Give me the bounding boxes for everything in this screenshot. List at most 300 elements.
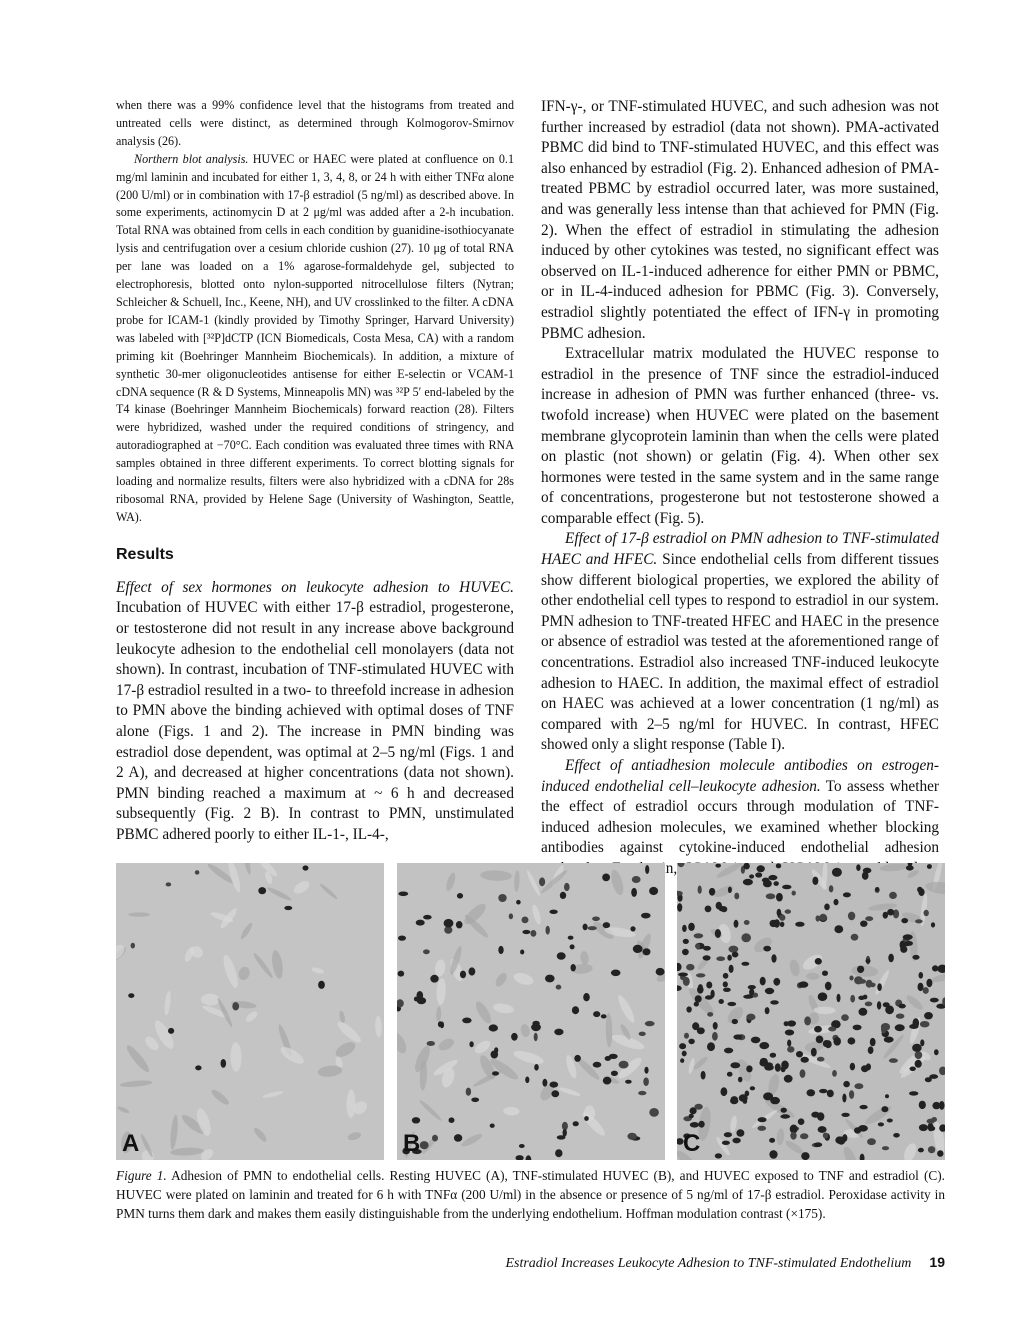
pmn-cell: [749, 988, 754, 995]
northern-blot-heading: Northern blot analysis.: [134, 151, 249, 166]
pmn-cell: [696, 943, 700, 949]
pmn-cell: [909, 1091, 918, 1095]
pmn-cell: [727, 955, 732, 961]
pmn-cell: [896, 1014, 905, 1019]
pmn-cell: [689, 1114, 694, 1119]
pmn-cell: [816, 1036, 824, 1044]
pmn-cell: [715, 929, 721, 938]
pmn-cell: [719, 999, 724, 1004]
pmn-cell: [877, 1001, 881, 1009]
pmn-cell: [785, 909, 791, 913]
pmn-cell: [811, 1048, 817, 1057]
pmn-cell: [588, 926, 597, 930]
pmn-cell: [763, 946, 771, 952]
pmn-cell: [258, 887, 266, 894]
pmn-cell: [823, 1040, 830, 1047]
pmn-cell: [860, 1105, 868, 1109]
pmn-cell: [611, 970, 621, 977]
pmn-cell: [848, 1037, 856, 1044]
pmn-cell: [769, 1138, 775, 1143]
pmn-cell: [848, 912, 855, 921]
pmn-cell: [583, 924, 588, 931]
pmn-cell: [438, 1021, 443, 1027]
pmn-cell: [918, 983, 924, 991]
pmn-cell: [509, 913, 513, 919]
pmn-cell: [883, 1002, 890, 1007]
pmn-cell: [893, 1133, 900, 1138]
figure-caption-label: Figure 1.: [116, 1168, 167, 1183]
pmn-cell: [721, 1087, 728, 1096]
pmn-cell: [823, 1133, 828, 1139]
pmn-cell: [917, 887, 922, 893]
pmn-cell: [619, 1061, 629, 1069]
pmn-cell: [901, 918, 908, 923]
pmn-cell: [694, 933, 704, 938]
pmn-cell: [920, 1021, 930, 1027]
effect-sex-hormones-heading: Effect of sex hormones on leukocyte adhesion to HUVEC.: [116, 578, 514, 596]
results-paragraph-2: Extracellular matrix modulated the HUVEC response to estradiol in the presence of TNF since the estradiol-induced increase in adhesion of PMN was further enhanced (three- vs. twofold increase) when HUVEC were plated on the basement membrane glycoprotein laminin than when the cells were plated on plastic (not shown) or gelatin (Fig. 4). When other sex hormones were tested in the same system and in the same range of concentrations, progesterone but not testosterone showed a comparable effect (Fig. 5).: [541, 345, 939, 527]
pmn-cell: [854, 1083, 863, 1089]
pmn-cell: [709, 888, 715, 896]
pmn-cell: [738, 1077, 743, 1083]
pmn-cell: [850, 995, 855, 1003]
pmn-cell: [912, 1044, 922, 1052]
pmn-cell: [750, 1086, 755, 1090]
pmn-cell: [814, 1026, 822, 1033]
pmn-cell: [516, 900, 521, 905]
pmn-cell: [866, 980, 873, 988]
pmn-cell: [817, 1057, 825, 1062]
pmn-cell: [724, 1048, 733, 1054]
pmn-cell: [530, 930, 536, 937]
pmn-cell: [469, 967, 476, 975]
effect-sex-hormones-paragraph: [116, 578, 514, 846]
pmn-cell: [764, 1064, 774, 1070]
pmn-cell: [723, 973, 729, 979]
pmn-cell: [887, 1119, 893, 1123]
pmn-cell: [801, 1057, 809, 1063]
haec-hfec-heading: Effect of 17-β estradiol on PMN adhesion to TNF-stimulated HAEC and HFEC.: [541, 530, 939, 569]
pmn-cell: [762, 878, 770, 883]
pmn-cell: [682, 949, 689, 955]
micrograph-a: [116, 863, 384, 1160]
pmn-cell: [819, 1089, 827, 1093]
pmn-cell: [534, 1064, 539, 1071]
pmn-cell: [927, 864, 932, 869]
pmn-cell: [798, 1118, 805, 1125]
pmn-cell: [741, 962, 749, 966]
pmn-cell: [796, 1051, 803, 1057]
pmn-cell: [721, 906, 728, 912]
pmn-cell: [906, 865, 914, 870]
pmn-cell: [729, 946, 739, 953]
pmn-cell: [195, 1065, 201, 1070]
panel-label-a: A: [122, 1130, 140, 1157]
pmn-cell: [818, 992, 828, 1001]
pmn-cell: [492, 1071, 499, 1075]
pmn-cell: [787, 1046, 794, 1052]
pmn-cell: [887, 909, 894, 916]
pmn-cell: [688, 1039, 694, 1045]
pmn-cell: [799, 981, 809, 987]
pmn-cell: [732, 1019, 738, 1024]
pmn-cell: [765, 1007, 770, 1014]
pmn-cell: [811, 1112, 819, 1118]
pmn-cell: [633, 945, 643, 953]
pmn-cell: [682, 925, 687, 932]
pmn-cell: [570, 944, 575, 949]
pmn-cell: [770, 1053, 776, 1058]
figure-panel-b: [397, 863, 665, 1160]
pmn-cell: [531, 1023, 541, 1031]
pmn-cell: [773, 978, 780, 986]
pmn-cell: [759, 1042, 769, 1049]
pmn-cell: [550, 1082, 559, 1088]
results-heading: Results: [116, 545, 174, 563]
pmn-cell: [643, 948, 651, 955]
running-title: Estradiol Increases Leukocyte Adhesion to TNF-stimulated Endothelium: [505, 1256, 912, 1271]
pmn-cell: [816, 915, 821, 921]
pmn-cell: [430, 975, 438, 983]
pmn-cell: [716, 956, 725, 961]
methods-tail-paragraph: when there was a 99% confidence level that the histograms from treated and untreated cells were distinct, as determined through Kolmogorov-Smirnov analysis (26).: [116, 98, 514, 148]
pmn-cell: [703, 955, 711, 960]
pmn-cell: [641, 913, 651, 919]
pmn-cell: [166, 882, 172, 886]
pmn-cell: [758, 1117, 767, 1122]
pmn-cell: [677, 903, 682, 912]
pmn-cell: [780, 922, 785, 927]
pmn-cell: [881, 1106, 888, 1112]
pmn-cell: [727, 1072, 733, 1077]
results-paragraph-1: IFN-γ-, or TNF-stimulated HUVEC, and such adhesion was not further increased by estradiol (data not shown). PMA-activated PBMC did bind to TNF-stimulated HUVEC, and this effect was also enhanced by estradiol (Fig. 2). Enhanced adhesion of PMA-treated PBMC by estradiol occurred later, was more sustained, and was generally less intense than that achieved for PMN (Fig. 2). When the effect of estradiol in stimulating the adhesion induced by other cytokines was tested, no significant effect was observed on IL-1-induced adherence for either PMN or PBMC, or in IL-4-induced adhesion for PBMC (Fig. 3). Conversely, estradiol slightly potentiated the effect of IFN-γ in promoting PBMC adhesion.: [541, 98, 939, 342]
pmn-cell: [932, 965, 938, 971]
pmn-cell: [489, 1024, 498, 1031]
pmn-cell: [931, 1117, 937, 1122]
pmn-cell: [770, 1097, 780, 1104]
pmn-cell: [494, 1047, 498, 1053]
effect-sex-hormones-text: Incubation of HUVEC with either 17-β estradiol, progesterone, or testosterone did not result in any increase above background leukocyte adhesion to the endothelial cell monolayers (data not shown). In contrast, incubation of TNF-stimulated HUVEC with 17-β estradiol resulted in a two- to threefold increase in adhesion to PMN above the binding achieved with optimal doses of TNF alone (Figs. 1 and 2). The increase in PMN binding was estradiol dose dependent, was optimal at 2–5 ng/ml (Figs. 1 and 2 A), and decreased at higher concentrations (data not shown). PMN binding reached a maximum at ~ 6 h and decreased subsequently (Fig. 2 B). In contrast to PMN, unstimulated PBMC adhered poorly to either IL-1-, IL-4-,: [116, 599, 514, 843]
pmn-cell: [782, 885, 791, 890]
pmn-cell: [829, 885, 834, 892]
pmn-cell: [520, 950, 524, 955]
pmn-cell: [918, 1148, 924, 1153]
pmn-cell: [866, 959, 871, 963]
pmn-cell: [694, 1104, 702, 1110]
pmn-cell: [639, 1032, 646, 1036]
pmn-cell: [913, 1018, 919, 1026]
pmn-cell: [923, 987, 929, 994]
pmn-cell: [849, 1090, 854, 1099]
pmn-cell: [730, 1062, 740, 1068]
pmn-cell: [875, 887, 879, 892]
pmn-cell: [519, 1144, 525, 1148]
right-column: [541, 97, 939, 900]
pmn-cell: [815, 958, 822, 965]
haec-hfec-text: Since endothelial cells from different tissues show different biological properties, we explored the ability of other endothelial cell types to respond to estradiol in our system. PMN adhesion to TNF-treated HFEC and HAEC in the presence or absence of estradiol was tested at the aforementioned range of concentrations. Estradiol also increased TNF-induced leukocyte adhesion to HAEC. In addition, the maximal effect of estradiol on HAEC was achieved at a lower concentration (1 ng/ml) as compared with 2–5 ng/ml for HUVEC. In contrast, HFEC showed only a slight response (Table I).: [541, 551, 939, 754]
pmn-cell: [284, 906, 292, 910]
northern-blot-paragraph: [116, 151, 514, 527]
pmn-cell: [824, 904, 830, 911]
pmn-cell: [723, 988, 731, 992]
pmn-cell: [792, 891, 796, 896]
pmn-cell: [728, 887, 732, 893]
pmn-cell: [466, 1088, 471, 1096]
pmn-cell: [423, 915, 432, 920]
pmn-cell: [832, 1070, 837, 1077]
pmn-cell: [889, 1058, 898, 1063]
pmn-cell: [454, 1134, 462, 1142]
pmn-cell: [915, 1051, 923, 1059]
pmn-cell: [686, 964, 694, 971]
pmn-cell: [649, 1108, 659, 1117]
pmn-cell: [712, 1032, 718, 1041]
pmn-cell: [638, 1091, 646, 1095]
pmn-cell: [780, 1114, 790, 1118]
pmn-cell: [545, 975, 555, 983]
pmn-cell: [851, 934, 859, 941]
pmn-cell: [832, 868, 842, 877]
pmn-cell: [920, 1039, 924, 1046]
pmn-cell: [881, 1023, 890, 1031]
pmn-cell: [699, 1121, 705, 1128]
pmn-cell: [707, 1042, 715, 1051]
pmn-cell: [930, 998, 939, 1003]
pmn-cell: [592, 917, 600, 922]
pmn-cell: [564, 883, 570, 891]
pmn-cell: [769, 1150, 777, 1159]
pmn-cell: [850, 1063, 855, 1071]
pmn-cell: [583, 993, 590, 1001]
pmn-cell: [729, 965, 734, 973]
pmn-cell: [645, 1021, 655, 1026]
pmn-cell: [723, 981, 728, 987]
pmn-cell: [781, 1061, 789, 1070]
pmn-cell: [787, 1040, 791, 1047]
pmn-cell: [679, 1043, 686, 1049]
pmn-cell: [937, 1150, 943, 1157]
pmn-cell: [751, 1037, 761, 1044]
pmn-cell: [857, 966, 864, 973]
pmn-cell: [854, 1127, 861, 1133]
pmn-cell: [601, 1014, 607, 1018]
pmn-cell: [860, 921, 867, 927]
pmn-cell: [412, 1117, 420, 1123]
pmn-cell: [800, 1133, 808, 1139]
pmn-cell: [870, 1038, 876, 1046]
panel-label-c: C: [683, 1130, 701, 1157]
pmn-cell: [932, 1102, 940, 1109]
pmn-cell: [563, 1129, 567, 1137]
pmn-cell: [743, 879, 753, 886]
pmn-cell: [732, 952, 739, 958]
pmn-cell: [195, 870, 200, 874]
pmn-cell: [609, 1054, 618, 1059]
pmn-cell: [774, 881, 779, 886]
pmn-cell: [842, 1094, 846, 1103]
pmn-cell: [643, 1077, 649, 1086]
pmn-cell: [574, 1055, 581, 1062]
pmn-cell: [707, 1012, 713, 1017]
pmn-cell: [645, 865, 649, 874]
pmn-cell: [768, 875, 777, 880]
pmn-cell: [746, 1065, 752, 1072]
pmn-cell: [814, 1142, 822, 1147]
pmn-cell: [490, 1124, 495, 1128]
pmn-cell: [602, 874, 610, 882]
pmn-cell: [549, 910, 557, 914]
pmn-cell: [686, 1006, 691, 1012]
figure-caption-text: Adhesion of PMN to endothelial cells. Resting HUVEC (A), TNF-stimulated HUVEC (B), and HUVEC exposed to TNF and estradiol (C). HUVEC were plated on laminin and treated for 6 h with TNFα (200 U/ml) in the absence or presence of 5 ng/ml of 17-β estradiol. Peroxidase activity in PMN turns them dark and makes them easily distinguishable from the underlying endothelium. Hoffman modulation contrast (×175).: [116, 1168, 945, 1221]
pmn-cell: [724, 1132, 732, 1137]
pmn-cell: [919, 972, 924, 979]
pmn-cell: [882, 1146, 889, 1150]
pmn-cell: [573, 1121, 579, 1126]
pmn-cell: [770, 920, 778, 927]
pmn-cell: [534, 1033, 538, 1041]
pmn-cell: [828, 1027, 836, 1032]
pmn-cell: [770, 1000, 779, 1004]
pmn-cell: [444, 919, 454, 928]
pmn-cell: [603, 922, 610, 928]
pmn-cell: [915, 1060, 922, 1068]
pmn-cell: [827, 1090, 834, 1098]
pmn-cell: [834, 925, 843, 933]
pmn-cell: [888, 954, 894, 963]
page-number: 19: [929, 1254, 945, 1270]
pmn-cell: [744, 920, 750, 925]
pmn-cell: [522, 930, 530, 934]
pmn-cell: [760, 977, 766, 986]
pmn-cell: [833, 1037, 841, 1046]
pmn-cell: [715, 864, 721, 868]
pmn-cell: [919, 1101, 926, 1109]
pmn-cell: [232, 1002, 239, 1010]
pmn-cell: [919, 1124, 928, 1131]
pmn-cell: [398, 936, 406, 941]
pmn-cell: [865, 1002, 873, 1007]
pmn-cell: [630, 926, 635, 931]
pmn-cell: [748, 985, 756, 989]
pmn-cell: [427, 1041, 435, 1046]
pmn-cell: [934, 1049, 939, 1055]
pmn-cell: [680, 1058, 684, 1063]
pmn-cell: [318, 981, 325, 989]
pmn-cell: [416, 920, 425, 926]
pmn-cell: [853, 1025, 862, 1031]
pmn-cell: [854, 976, 863, 984]
pmn-cell: [781, 1108, 787, 1113]
pmn-cell: [706, 982, 712, 989]
antibody-text: To assess whether the effect of estradiol occurs through modulation of TNF-induced adhesion molecules, we examined whether blocking antibodies against cytokine-induced endothelial adhesion: [541, 777, 939, 857]
page-footer: [480, 1254, 945, 1272]
pmn-cell: [765, 988, 774, 994]
pmn-cell: [584, 1116, 589, 1121]
pmn-cell: [734, 893, 739, 900]
pmn-cell: [743, 1099, 748, 1104]
pmn-cell: [925, 1077, 932, 1082]
pmn-cell: [841, 1113, 849, 1117]
pmn-cell: [701, 1071, 706, 1080]
left-column: [116, 97, 514, 845]
figure-panel-c: [677, 863, 945, 1160]
pmn-cell: [572, 1006, 579, 1014]
pmn-cell: [884, 1037, 894, 1043]
pmn-cell: [593, 1062, 602, 1068]
pmn-cell: [926, 979, 932, 987]
pmn-cell: [732, 1138, 740, 1144]
pmn-cell: [885, 1094, 889, 1098]
pmn-cell: [877, 983, 882, 991]
pmn-cell: [863, 868, 872, 874]
pmn-cell: [611, 1071, 618, 1076]
figure-caption: [116, 1166, 945, 1223]
pmn-cell: [678, 973, 688, 977]
pmn-cell: [784, 1075, 793, 1083]
antibody-heading: Effect of antiadhesion molecule antibodies on estrogen-induced endothelial cell–leukocyte adhesion.: [541, 757, 939, 795]
pmn-cell: [698, 886, 702, 894]
pmn-cell: [722, 1141, 730, 1145]
pmn-cell: [910, 1067, 916, 1072]
pmn-cell: [398, 892, 408, 897]
pmn-cell: [842, 1134, 847, 1142]
pmn-cell: [727, 1002, 736, 1006]
pmn-cell: [758, 1126, 767, 1131]
figure-panel-a: [116, 863, 384, 1160]
pmn-cell: [878, 1122, 884, 1126]
pmn-cell: [683, 939, 689, 944]
methods-section: [116, 97, 514, 527]
pmn-cell: [682, 1051, 687, 1057]
pmn-cell: [901, 942, 910, 946]
pmn-cell: [557, 952, 566, 959]
northern-blot-text: HUVEC or HAEC were plated at confluence on 0.1 mg/ml laminin and incubated for either 1, 3, 4, 8, or 24 h with either TNFα alone (200 U/ml) or in combination with 17-β estradiol (5 ng/ml) as described above. In some experiments, actinomycin D at 2 μg/ml was added after a 2-h incubation. Total RNA was obtained from cells in each condition by guanidine-isothiocyanate lysis and centrifugation over a cesium chloride cushion (27). 10 μg of total RNA per lane was loaded on a 1% agarose-formaldehyde gel, subjected to electrophoresis, blotted onto nylon-supported nitrocellulose filters (Nytran; Schleicher & Schuell, Inc., Keene, NH), and UV crosslinked to the filter. A cDNA probe for ICAM-1 (kindly provided by Timothy Springer, Harvard University) was labeled with [³²P]dCTP (ICN Biomedicals, Costa Mesa, CA) with a random priming kit (Boehringer Mannheim Biochemicals). In addition, a mixture of synthetic 30-mer oligonucleotides antisense for either E-selectin or VCAM-1 cDNA sequence (R & D Systems, Minneapolis MN) was ³²P 5′ end-labeled by the T4 kinase (Boehringer Mannheim Biochemicals) forward reaction (28). Filters were hybridized, washed under the required conditions of stringency, and autoradiographed at −70°C. Each condition was evaluated three times with RNA samples obtained in three different experiments. To correct blotting signals for loading and normalize results, filters were also hybridized with a cDNA for 28s ribosomal RNA, provided by Helene Sage (University of Washington, Seattle, WA).: [116, 151, 514, 524]
pmn-cell: [571, 964, 576, 971]
pmn-cell: [511, 1033, 518, 1041]
pmn-cell: [469, 1041, 473, 1047]
pmn-cell: [695, 995, 702, 1002]
pmn-cell: [688, 923, 695, 931]
pmn-cell: [462, 1018, 471, 1024]
pmn-cell: [755, 872, 762, 877]
pmn-cell: [696, 973, 705, 977]
pmn-cell: [417, 991, 424, 1000]
pmn-cell: [555, 1149, 562, 1157]
pmn-cell: [900, 946, 907, 953]
pmn-cell: [632, 876, 641, 883]
figure-1: [116, 863, 945, 1160]
pmn-cell: [556, 985, 562, 990]
pmn-cell: [457, 893, 463, 899]
pmn-cell: [471, 1098, 479, 1103]
pmn-cell: [656, 968, 665, 976]
pmn-cell: [800, 1069, 806, 1078]
pmn-cell: [498, 946, 503, 954]
pmn-cell: [498, 894, 506, 902]
pmn-cell: [627, 1133, 636, 1140]
pmn-cell: [865, 916, 873, 921]
pmn-cell: [928, 1146, 935, 1153]
pmn-cell: [546, 926, 550, 935]
pmn-cell: [812, 877, 818, 885]
results-section: [116, 578, 514, 846]
pmn-cell: [715, 1153, 722, 1158]
pmn-cell: [912, 955, 919, 960]
pmn-cell: [825, 982, 832, 991]
pmn-cell: [790, 1132, 796, 1140]
pmn-cell: [843, 892, 851, 897]
pmn-cell: [931, 922, 935, 927]
